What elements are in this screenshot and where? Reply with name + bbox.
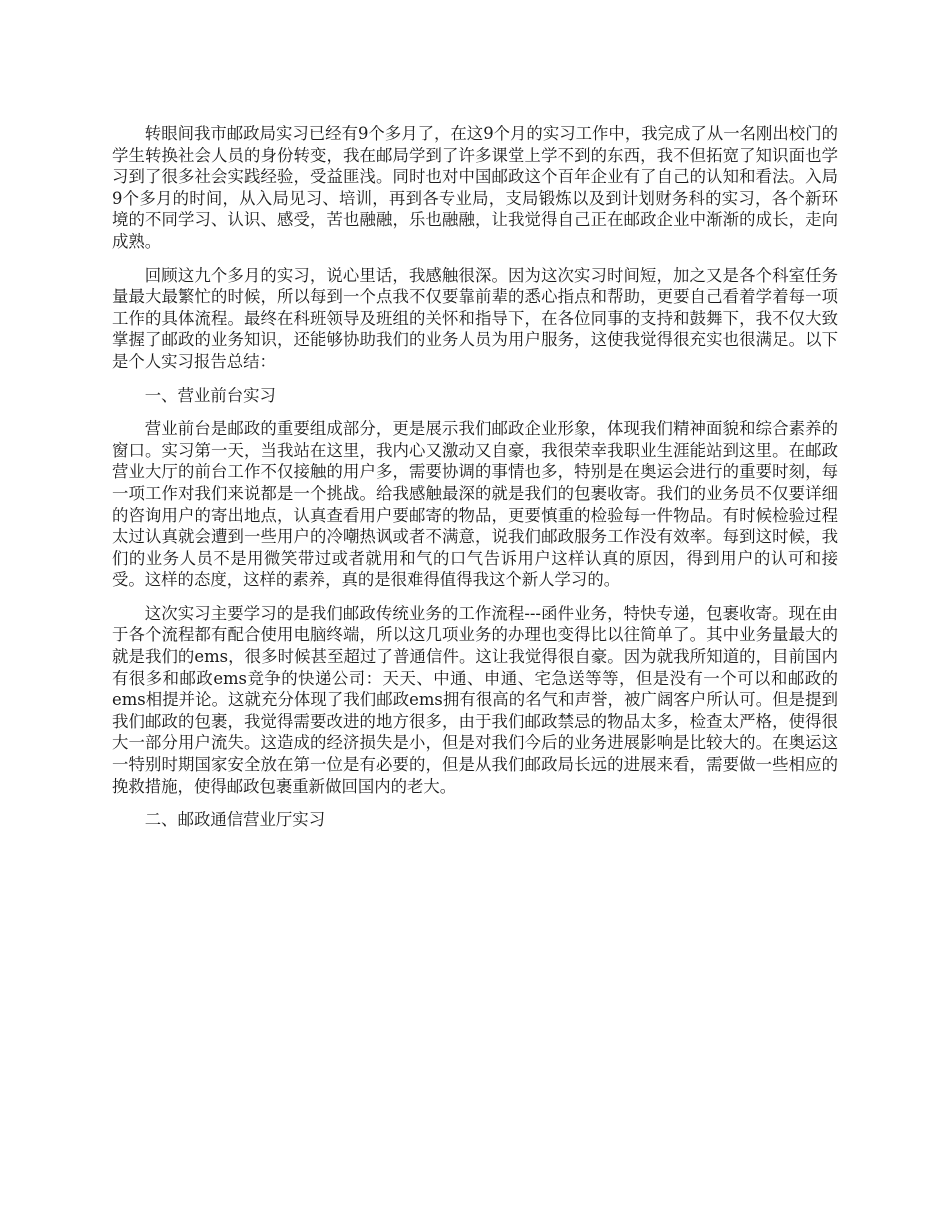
section-heading-post-hall: 二、邮政通信营业厅实习 [144,810,326,830]
section-heading-front-desk: 一、营业前台实习 [144,385,276,405]
paragraph-review: 回顾这九个多月的实习，说心里话，我感触很深。因为这次实习时间短，加之又是各个科室任务量最大最繁忙的时候，所以每到一个点我不仅要靠前辈的悉心指点和帮助，更要自己看着学着每一项工作的具体流程。最终在科班领导及班组的关怀和指导下，在各位同事的支持和鼓舞下，我不仅大致掌握了邮政的业务知识，还能够协助我们的业务人员为用户服务，这使我觉得很充实也很满足。以下是个人实习报告总结： [112,265,838,371]
paragraph-front-desk: 营业前台是邮政的重要组成部分，更是展示我们邮政企业形象，体现我们精神面貌和综合素养的窗口。实习第一天，当我站在这里，我内心又激动又自豪，我很荣幸我职业生涯能站到这里。在邮政营业大厅的前台工作不仅接触的用户多，需要协调的事情也多，特别是在奥运会进行的重要时刻，每一项工作对我们来说都是一个挑战。给我感触最深的就是我们的包裹收寄。我们的业务员不仅要详细的咨询用户的寄出地点，认真查看用户要邮寄的物品，更要慎重的检验每一件物品。有时候检验过程太过认真就会遭到一些用户的冷嘲热讽或者不满意，说我们邮政服务工作没有效率。每到这时候，我们的业务人员不是用微笑带过或者就用和气的口气告诉用户这样认真的原因，得到用户的认可和接受。这样的态度，这样的素养，真的是很难得值得我这个新人学习的。 [112,419,838,590]
paragraph-intro: 转眼间我市邮政局实习已经有9个多月了，在这9个月的实习工作中，我完成了从一名刚出校门的学生转换社会人员的身份转变，我在邮局学到了许多课堂上学不到的东西，我不但拓宽了知识面也学习到了很多社会实践经验，受益匪浅。同时也对中国邮政这个百年企业有了自己的认知和看法。入局9个多月的时间，从入局见习、培训，再到各专业局，支局锻炼以及到计划财务科的实习，各个新环境的不同学习、认识、感受，苦也融融，乐也融融，让我觉得自己正在邮政企业中渐渐的成长，走向成熟。 [112,124,838,251]
document-page [112,123,838,843]
paragraph-workflow: 这次实习主要学习的是我们邮政传统业务的工作流程---函件业务，特快专递，包裹收寄。现在由于各个流程都有配合使用电脑终端，所以这几项业务的办理也变得比以往简单了。其中业务量最大的就是我们的ems，很多时候甚至超过了普通信件。这让我觉得很自豪。因为就我所知道的，目前国内有很多和邮政ems竞争的快递公司：天天、中通、申通、宅急送等等，但是没有一个可以和邮政的ems相提并论。这就充分体现了我们邮政ems拥有很高的名气和声誉，被广阔客户所认可。但是提到我们邮政的包裹，我觉得需要改进的地方很多，由于我们邮政禁忌的物品太多，检查太严格，使得很大一部分用户流失。这造成的经济损失是小，但是对我们今后的业务进展影响是比较大的。在奥运这一特别时期国家安全放在第一位是有必要的，但是从我们邮政局长远的进展来看，需要做一些相应的挽救措施，使得邮政包裹重新做回国内的老大。 [112,603,838,796]
